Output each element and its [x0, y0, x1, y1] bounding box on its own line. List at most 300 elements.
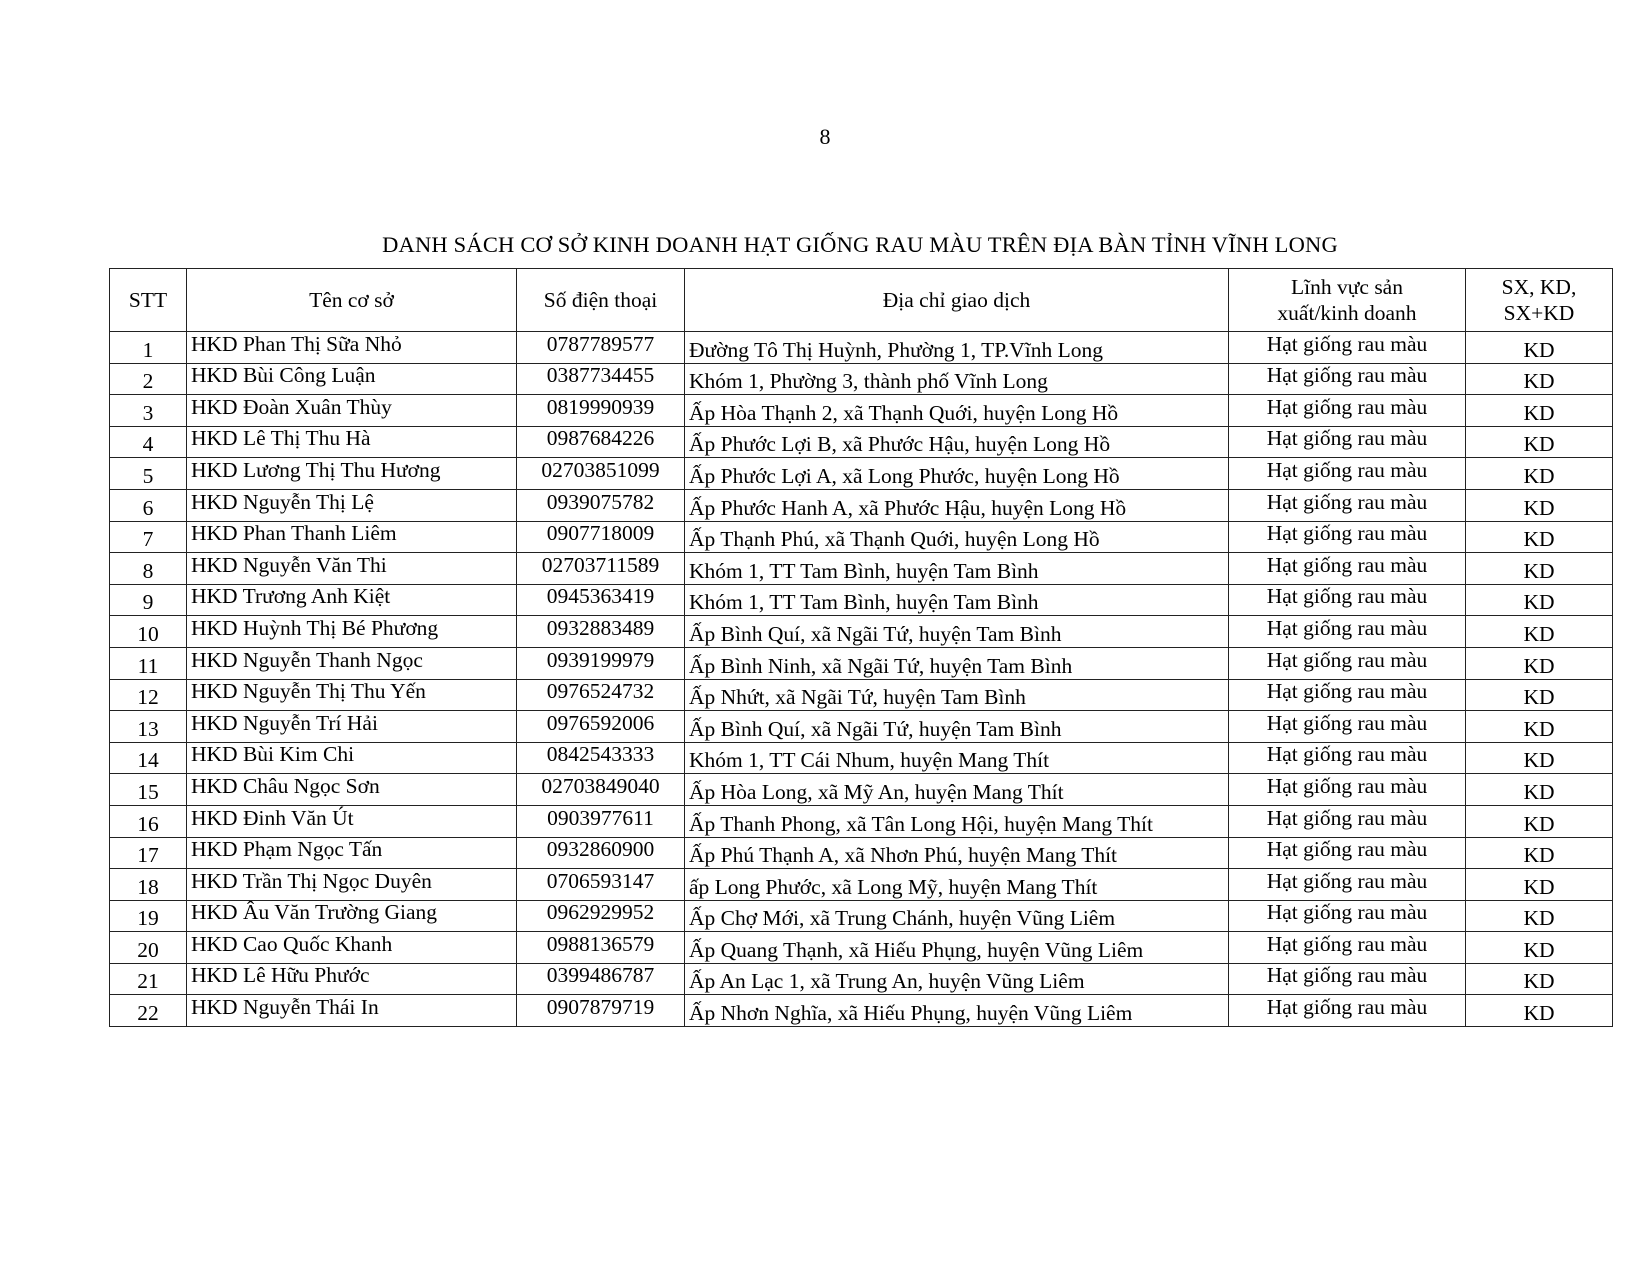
cell-phone-text: 0399486787 [546, 963, 655, 988]
cell-address [685, 932, 1229, 964]
cell-name-text: HKD Đoàn Xuân Thùy [191, 394, 392, 419]
cell-field-text: Hạt giống rau màu [1266, 837, 1428, 862]
cell-name [187, 711, 517, 743]
cell-stt [110, 742, 187, 774]
cell-type-text: KD [1523, 527, 1555, 552]
cell-type [1466, 426, 1613, 458]
cell-type-text: KD [1523, 843, 1555, 868]
cell-name [187, 458, 517, 490]
cell-name-text: HKD Phạm Ngọc Tấn [191, 837, 383, 862]
cell-type-text: KD [1523, 463, 1555, 488]
cell-name [187, 647, 517, 679]
cell-name-text: HKD Nguyễn Thanh Ngọc [191, 647, 423, 672]
cell-phone [517, 332, 685, 364]
cell-phone [517, 584, 685, 616]
cell-name-text: HKD Phan Thị Sữa Nhỏ [191, 331, 402, 356]
table-row [110, 900, 1613, 932]
cell-type [1466, 395, 1613, 427]
cell-phone [517, 805, 685, 837]
cell-field-text: Hạt giống rau màu [1266, 900, 1428, 925]
cell-stt [110, 553, 187, 585]
cell-phone-text: 0842543333 [546, 742, 655, 767]
cell-address-text: Ấp Quang Thạnh, xã Hiếu Phụng, huyện Vũng Liêm [689, 937, 1144, 962]
cell-field-text: Hạt giống rau màu [1266, 394, 1428, 419]
page-number: 8 [819, 124, 831, 149]
table-row [110, 711, 1613, 743]
cell-stt [110, 837, 187, 869]
cell-address-text: Ấp Chợ Mới, xã Trung Chánh, huyện Vũng Liêm [689, 906, 1116, 931]
cell-type [1466, 363, 1613, 395]
cell-stt [110, 869, 187, 901]
cell-stt [110, 774, 187, 806]
cell-address-text: Ấp Hòa Thạnh 2, xã Thạnh Quới, huyện Long Hồ [689, 400, 1119, 425]
table-row [110, 647, 1613, 679]
cell-field-text: Hạt giống rau màu [1266, 489, 1428, 514]
cell-field [1229, 363, 1466, 395]
cell-phone-text: 0819990939 [546, 394, 655, 419]
cell-stt-text: 14 [137, 748, 159, 773]
header-field-line2: xuất/kinh doanh [1277, 301, 1417, 325]
cell-phone [517, 395, 685, 427]
cell-type-text: KD [1523, 685, 1555, 710]
business-list-table [109, 268, 1613, 1027]
cell-address [685, 458, 1229, 490]
cell-phone [517, 742, 685, 774]
cell-phone [517, 869, 685, 901]
cell-type-text: KD [1523, 969, 1555, 994]
cell-stt-text: 13 [137, 716, 159, 741]
cell-type-text: KD [1523, 1001, 1555, 1026]
cell-name-text: HKD Lê Thị Thu Hà [191, 426, 371, 451]
cell-type [1466, 711, 1613, 743]
cell-address-text: Ấp Phước Hanh A, xã Phước Hậu, huyện Long Hồ [689, 495, 1127, 520]
cell-name [187, 900, 517, 932]
cell-name [187, 679, 517, 711]
cell-field [1229, 742, 1466, 774]
cell-type [1466, 521, 1613, 553]
cell-field [1229, 584, 1466, 616]
table-body [110, 332, 1613, 1027]
cell-stt [110, 932, 187, 964]
cell-field-text: Hạt giống rau màu [1266, 331, 1428, 356]
cell-stt [110, 584, 187, 616]
cell-phone [517, 553, 685, 585]
cell-address [685, 995, 1229, 1027]
cell-name-text: HKD Nguyễn Thái In [191, 995, 379, 1020]
cell-type [1466, 900, 1613, 932]
cell-name-text: HKD Nguyễn Thị Lệ [191, 489, 374, 514]
cell-name-text: HKD Châu Ngọc Sơn [191, 773, 380, 798]
cell-name [187, 837, 517, 869]
cell-stt [110, 616, 187, 648]
cell-field [1229, 395, 1466, 427]
cell-field-text: Hạt giống rau màu [1266, 615, 1428, 640]
cell-address-text: Ấp Phước Lợi A, xã Long Phước, huyện Long Hồ [689, 463, 1120, 488]
cell-phone-text: 0907879719 [546, 995, 655, 1020]
cell-stt [110, 679, 187, 711]
cell-address [685, 869, 1229, 901]
cell-stt [110, 711, 187, 743]
cell-phone [517, 711, 685, 743]
cell-address-text: Ấp Nhơn Nghĩa, xã Hiếu Phụng, huyện Vũng Liêm [689, 1001, 1133, 1026]
cell-field [1229, 553, 1466, 585]
cell-name [187, 869, 517, 901]
cell-phone [517, 616, 685, 648]
cell-stt [110, 995, 187, 1027]
cell-type [1466, 553, 1613, 585]
cell-phone [517, 963, 685, 995]
table-row [110, 332, 1613, 364]
cell-phone-text: 0939199979 [546, 647, 655, 672]
header-type [1466, 269, 1613, 332]
cell-type-text: KD [1523, 369, 1555, 394]
cell-field-text: Hạt giống rau màu [1266, 457, 1428, 482]
cell-name [187, 963, 517, 995]
cell-type-text: KD [1523, 432, 1555, 457]
cell-address [685, 521, 1229, 553]
cell-address [685, 553, 1229, 585]
cell-stt [110, 395, 187, 427]
cell-type [1466, 869, 1613, 901]
cell-stt-text: 20 [137, 937, 159, 962]
cell-type [1466, 774, 1613, 806]
cell-phone-text: 0988136579 [546, 931, 655, 956]
cell-type-text: KD [1523, 558, 1555, 583]
table-row [110, 616, 1613, 648]
cell-phone-text: 0976524732 [546, 679, 655, 704]
cell-field-text: Hạt giống rau màu [1266, 773, 1428, 798]
table-header-row [110, 269, 1613, 332]
cell-field [1229, 900, 1466, 932]
cell-address [685, 395, 1229, 427]
cell-field [1229, 932, 1466, 964]
table-row [110, 932, 1613, 964]
table-row [110, 995, 1613, 1027]
cell-field [1229, 837, 1466, 869]
cell-stt-text: 2 [142, 369, 154, 394]
cell-stt-text: 6 [142, 495, 154, 520]
cell-stt [110, 963, 187, 995]
table-row [110, 774, 1613, 806]
cell-name [187, 553, 517, 585]
cell-address [685, 837, 1229, 869]
cell-phone-text: 02703711589 [541, 552, 660, 577]
cell-address [685, 963, 1229, 995]
cell-address [685, 332, 1229, 364]
cell-address-text: Ấp Nhứt, xã Ngãi Tứ, huyện Tam Bình [689, 685, 1026, 710]
cell-type-text: KD [1523, 937, 1555, 962]
cell-stt [110, 363, 187, 395]
cell-phone [517, 679, 685, 711]
cell-name [187, 584, 517, 616]
cell-field-text: Hạt giống rau màu [1266, 931, 1428, 956]
cell-stt-text: 17 [137, 843, 159, 868]
cell-phone [517, 995, 685, 1027]
cell-name [187, 742, 517, 774]
cell-stt [110, 332, 187, 364]
header-field-line1: Lĩnh vực sản [1291, 275, 1403, 299]
cell-field-text: Hạt giống rau màu [1266, 363, 1428, 388]
cell-address-text: Ấp Hòa Long, xã Mỹ An, huyện Mang Thít [689, 779, 1064, 804]
cell-phone-text: 0787789577 [546, 331, 655, 356]
cell-stt [110, 805, 187, 837]
cell-type [1466, 332, 1613, 364]
cell-address-text: Đường Tô Thị Huỳnh, Phường 1, TP.Vĩnh Long [689, 337, 1103, 362]
header-type-line1: SX, KD, [1501, 275, 1577, 299]
cell-name-text: HKD Nguyễn Văn Thi [191, 552, 387, 577]
cell-type [1466, 647, 1613, 679]
cell-type-text: KD [1523, 590, 1555, 615]
cell-phone-text: 0387734455 [546, 363, 655, 388]
header-type-line2: SX+KD [1503, 301, 1575, 325]
cell-stt-text: 3 [142, 400, 154, 425]
cell-field [1229, 711, 1466, 743]
cell-field-text: Hạt giống rau màu [1266, 963, 1428, 988]
cell-name-text: HKD Trần Thị Ngọc Duyên [191, 868, 432, 893]
table-row [110, 837, 1613, 869]
document-title: DANH SÁCH CƠ SỞ KINH DOANH HẠT GIỐNG RAU MÀU TRÊN ĐỊA BÀN TỈNH VĨNH LONG [382, 232, 1338, 257]
cell-stt-text: 9 [142, 590, 154, 615]
cell-address-text: Ấp Phước Lợi B, xã Phước Hậu, huyện Long Hồ [689, 432, 1111, 457]
cell-stt [110, 521, 187, 553]
cell-name [187, 774, 517, 806]
cell-phone-text: 0945363419 [546, 584, 655, 609]
cell-address [685, 363, 1229, 395]
cell-stt [110, 647, 187, 679]
table-row [110, 395, 1613, 427]
header-name: Tên cơ sở [187, 269, 517, 332]
table-row [110, 363, 1613, 395]
cell-address [685, 647, 1229, 679]
cell-stt [110, 900, 187, 932]
cell-address-text: Khóm 1, TT Tam Bình, huyện Tam Bình [689, 590, 1039, 615]
cell-phone [517, 932, 685, 964]
cell-field-text: Hạt giống rau màu [1266, 805, 1428, 830]
cell-field [1229, 332, 1466, 364]
cell-address [685, 774, 1229, 806]
cell-stt-text: 21 [137, 969, 159, 994]
cell-type [1466, 742, 1613, 774]
cell-type-text: KD [1523, 779, 1555, 804]
cell-stt-text: 18 [137, 874, 159, 899]
cell-type-text: KD [1523, 653, 1555, 678]
cell-field [1229, 616, 1466, 648]
cell-address [685, 900, 1229, 932]
cell-type [1466, 963, 1613, 995]
cell-type-text: KD [1523, 400, 1555, 425]
cell-phone-text: 0939075782 [546, 489, 655, 514]
cell-phone [517, 458, 685, 490]
cell-phone [517, 521, 685, 553]
cell-name-text: HKD Phan Thanh Liêm [191, 521, 397, 546]
cell-name [187, 395, 517, 427]
header-field [1229, 269, 1466, 332]
cell-field [1229, 679, 1466, 711]
cell-name-text: HKD Lê Hữu Phước [191, 963, 370, 988]
cell-name [187, 521, 517, 553]
cell-field [1229, 869, 1466, 901]
table-row [110, 963, 1613, 995]
cell-phone-text: 02703851099 [541, 457, 660, 482]
cell-address [685, 616, 1229, 648]
cell-field-text: Hạt giống rau màu [1266, 995, 1428, 1020]
cell-address [685, 742, 1229, 774]
cell-type [1466, 995, 1613, 1027]
cell-phone [517, 489, 685, 521]
cell-field-text: Hạt giống rau màu [1266, 742, 1428, 767]
cell-type [1466, 679, 1613, 711]
cell-name-text: HKD Bùi Công Luận [191, 363, 376, 388]
header-address: Địa chỉ giao dịch [685, 269, 1229, 332]
cell-stt-text: 19 [137, 906, 159, 931]
cell-stt-text: 10 [137, 621, 159, 646]
cell-type [1466, 489, 1613, 521]
cell-name-text: HKD Huỳnh Thị Bé Phương [191, 615, 439, 640]
cell-type-text: KD [1523, 748, 1555, 773]
cell-stt-text: 4 [142, 432, 154, 457]
cell-stt-text: 7 [142, 527, 154, 552]
cell-field [1229, 426, 1466, 458]
cell-name [187, 489, 517, 521]
cell-address-text: Ấp Bình Ninh, xã Ngãi Tứ, huyện Tam Bình [689, 653, 1073, 678]
cell-phone-text: 0987684226 [546, 426, 655, 451]
cell-stt-text: 16 [137, 811, 159, 836]
cell-address-text: Ấp Thạnh Phú, xã Thạnh Quới, huyện Long Hồ [689, 527, 1100, 552]
cell-name-text: HKD Trương Anh Kiệt [191, 584, 391, 609]
cell-address-text: Ấp Thanh Phong, xã Tân Long Hội, huyện Mang Thít [689, 811, 1154, 836]
cell-type-text: KD [1523, 906, 1555, 931]
header-stt: STT [110, 269, 187, 332]
cell-phone [517, 774, 685, 806]
cell-field-text: Hạt giống rau màu [1266, 710, 1428, 735]
cell-phone [517, 837, 685, 869]
cell-type-text: KD [1523, 495, 1555, 520]
cell-field-text: Hạt giống rau màu [1266, 552, 1428, 577]
cell-type-text: KD [1523, 337, 1555, 362]
header-phone: Số điện thoại [517, 269, 685, 332]
cell-address [685, 711, 1229, 743]
cell-address-text: Khóm 1, Phường 3, thành phố Vĩnh Long [689, 369, 1048, 394]
cell-name [187, 363, 517, 395]
table-row [110, 679, 1613, 711]
cell-field [1229, 458, 1466, 490]
cell-field-text: Hạt giống rau màu [1266, 679, 1428, 704]
cell-address-text: Khóm 1, TT Tam Bình, huyện Tam Bình [689, 558, 1039, 583]
cell-field [1229, 647, 1466, 679]
cell-name-text: HKD Đinh Văn Út [191, 805, 354, 830]
cell-phone [517, 363, 685, 395]
table-row [110, 489, 1613, 521]
cell-name-text: HKD Âu Văn Trường Giang [191, 900, 438, 925]
cell-field-text: Hạt giống rau màu [1266, 426, 1428, 451]
cell-type-text: KD [1523, 621, 1555, 646]
cell-name-text: HKD Nguyễn Thị Thu Yến [191, 679, 426, 704]
cell-name [187, 805, 517, 837]
cell-stt-text: 15 [137, 779, 159, 804]
cell-phone [517, 900, 685, 932]
cell-address [685, 584, 1229, 616]
table-row [110, 553, 1613, 585]
cell-field [1229, 963, 1466, 995]
cell-address [685, 426, 1229, 458]
cell-phone [517, 647, 685, 679]
cell-name-text: HKD Cao Quốc Khanh [191, 931, 393, 956]
cell-stt-text: 1 [142, 337, 154, 362]
table-row [110, 869, 1613, 901]
cell-type [1466, 616, 1613, 648]
cell-field [1229, 489, 1466, 521]
cell-field-text: Hạt giống rau màu [1266, 584, 1428, 609]
table-row [110, 521, 1613, 553]
cell-name-text: HKD Lương Thị Thu Hương [191, 457, 441, 482]
cell-phone [517, 426, 685, 458]
cell-address-text: ấp Long Phước, xã Long Mỹ, huyện Mang Thít [689, 874, 1098, 899]
cell-name [187, 616, 517, 648]
cell-address-text: Ấp Bình Quí, xã Ngãi Tứ, huyện Tam Bình [689, 621, 1062, 646]
table-row [110, 584, 1613, 616]
cell-phone-text: 0932860900 [546, 837, 655, 862]
cell-stt-text: 12 [137, 685, 159, 710]
cell-type-text: KD [1523, 716, 1555, 741]
cell-name-text: HKD Bùi Kim Chi [191, 742, 355, 767]
cell-phone-text: 0962929952 [546, 900, 655, 925]
cell-name [187, 426, 517, 458]
cell-address-text: Ấp An Lạc 1, xã Trung An, huyện Vũng Liêm [689, 969, 1085, 994]
cell-name [187, 932, 517, 964]
cell-address [685, 679, 1229, 711]
cell-stt-text: 5 [142, 463, 154, 488]
cell-name [187, 995, 517, 1027]
cell-type-text: KD [1523, 874, 1555, 899]
cell-field-text: Hạt giống rau màu [1266, 521, 1428, 546]
cell-stt [110, 426, 187, 458]
cell-name [187, 332, 517, 364]
cell-stt [110, 458, 187, 490]
cell-address-text: Khóm 1, TT Cái Nhum, huyện Mang Thít [689, 748, 1050, 773]
table-row [110, 458, 1613, 490]
cell-type [1466, 932, 1613, 964]
cell-field [1229, 521, 1466, 553]
table-row [110, 742, 1613, 774]
cell-type-text: KD [1523, 811, 1555, 836]
cell-field-text: Hạt giống rau màu [1266, 647, 1428, 672]
cell-phone-text: 0706593147 [546, 868, 655, 893]
cell-phone-text: 0976592006 [546, 710, 655, 735]
cell-phone-text: 02703849040 [541, 773, 660, 798]
cell-stt-text: 11 [137, 653, 159, 678]
cell-name-text: HKD Nguyễn Trí Hải [191, 710, 378, 735]
cell-type [1466, 837, 1613, 869]
cell-phone-text: 0932883489 [546, 615, 655, 640]
cell-stt-text: 22 [137, 1001, 159, 1026]
cell-address-text: Ấp Bình Quí, xã Ngãi Tứ, huyện Tam Bình [689, 716, 1062, 741]
cell-stt [110, 489, 187, 521]
cell-type [1466, 584, 1613, 616]
cell-field-text: Hạt giống rau màu [1266, 868, 1428, 893]
table-row [110, 426, 1613, 458]
cell-field [1229, 995, 1466, 1027]
cell-address-text: Ấp Phú Thạnh A, xã Nhơn Phú, huyện Mang Thít [689, 843, 1118, 868]
cell-phone-text: 0907718009 [546, 521, 655, 546]
cell-type [1466, 805, 1613, 837]
cell-address [685, 489, 1229, 521]
cell-field [1229, 805, 1466, 837]
cell-field [1229, 774, 1466, 806]
table-row [110, 805, 1613, 837]
cell-address [685, 805, 1229, 837]
cell-type [1466, 458, 1613, 490]
cell-phone-text: 0903977611 [547, 805, 654, 830]
